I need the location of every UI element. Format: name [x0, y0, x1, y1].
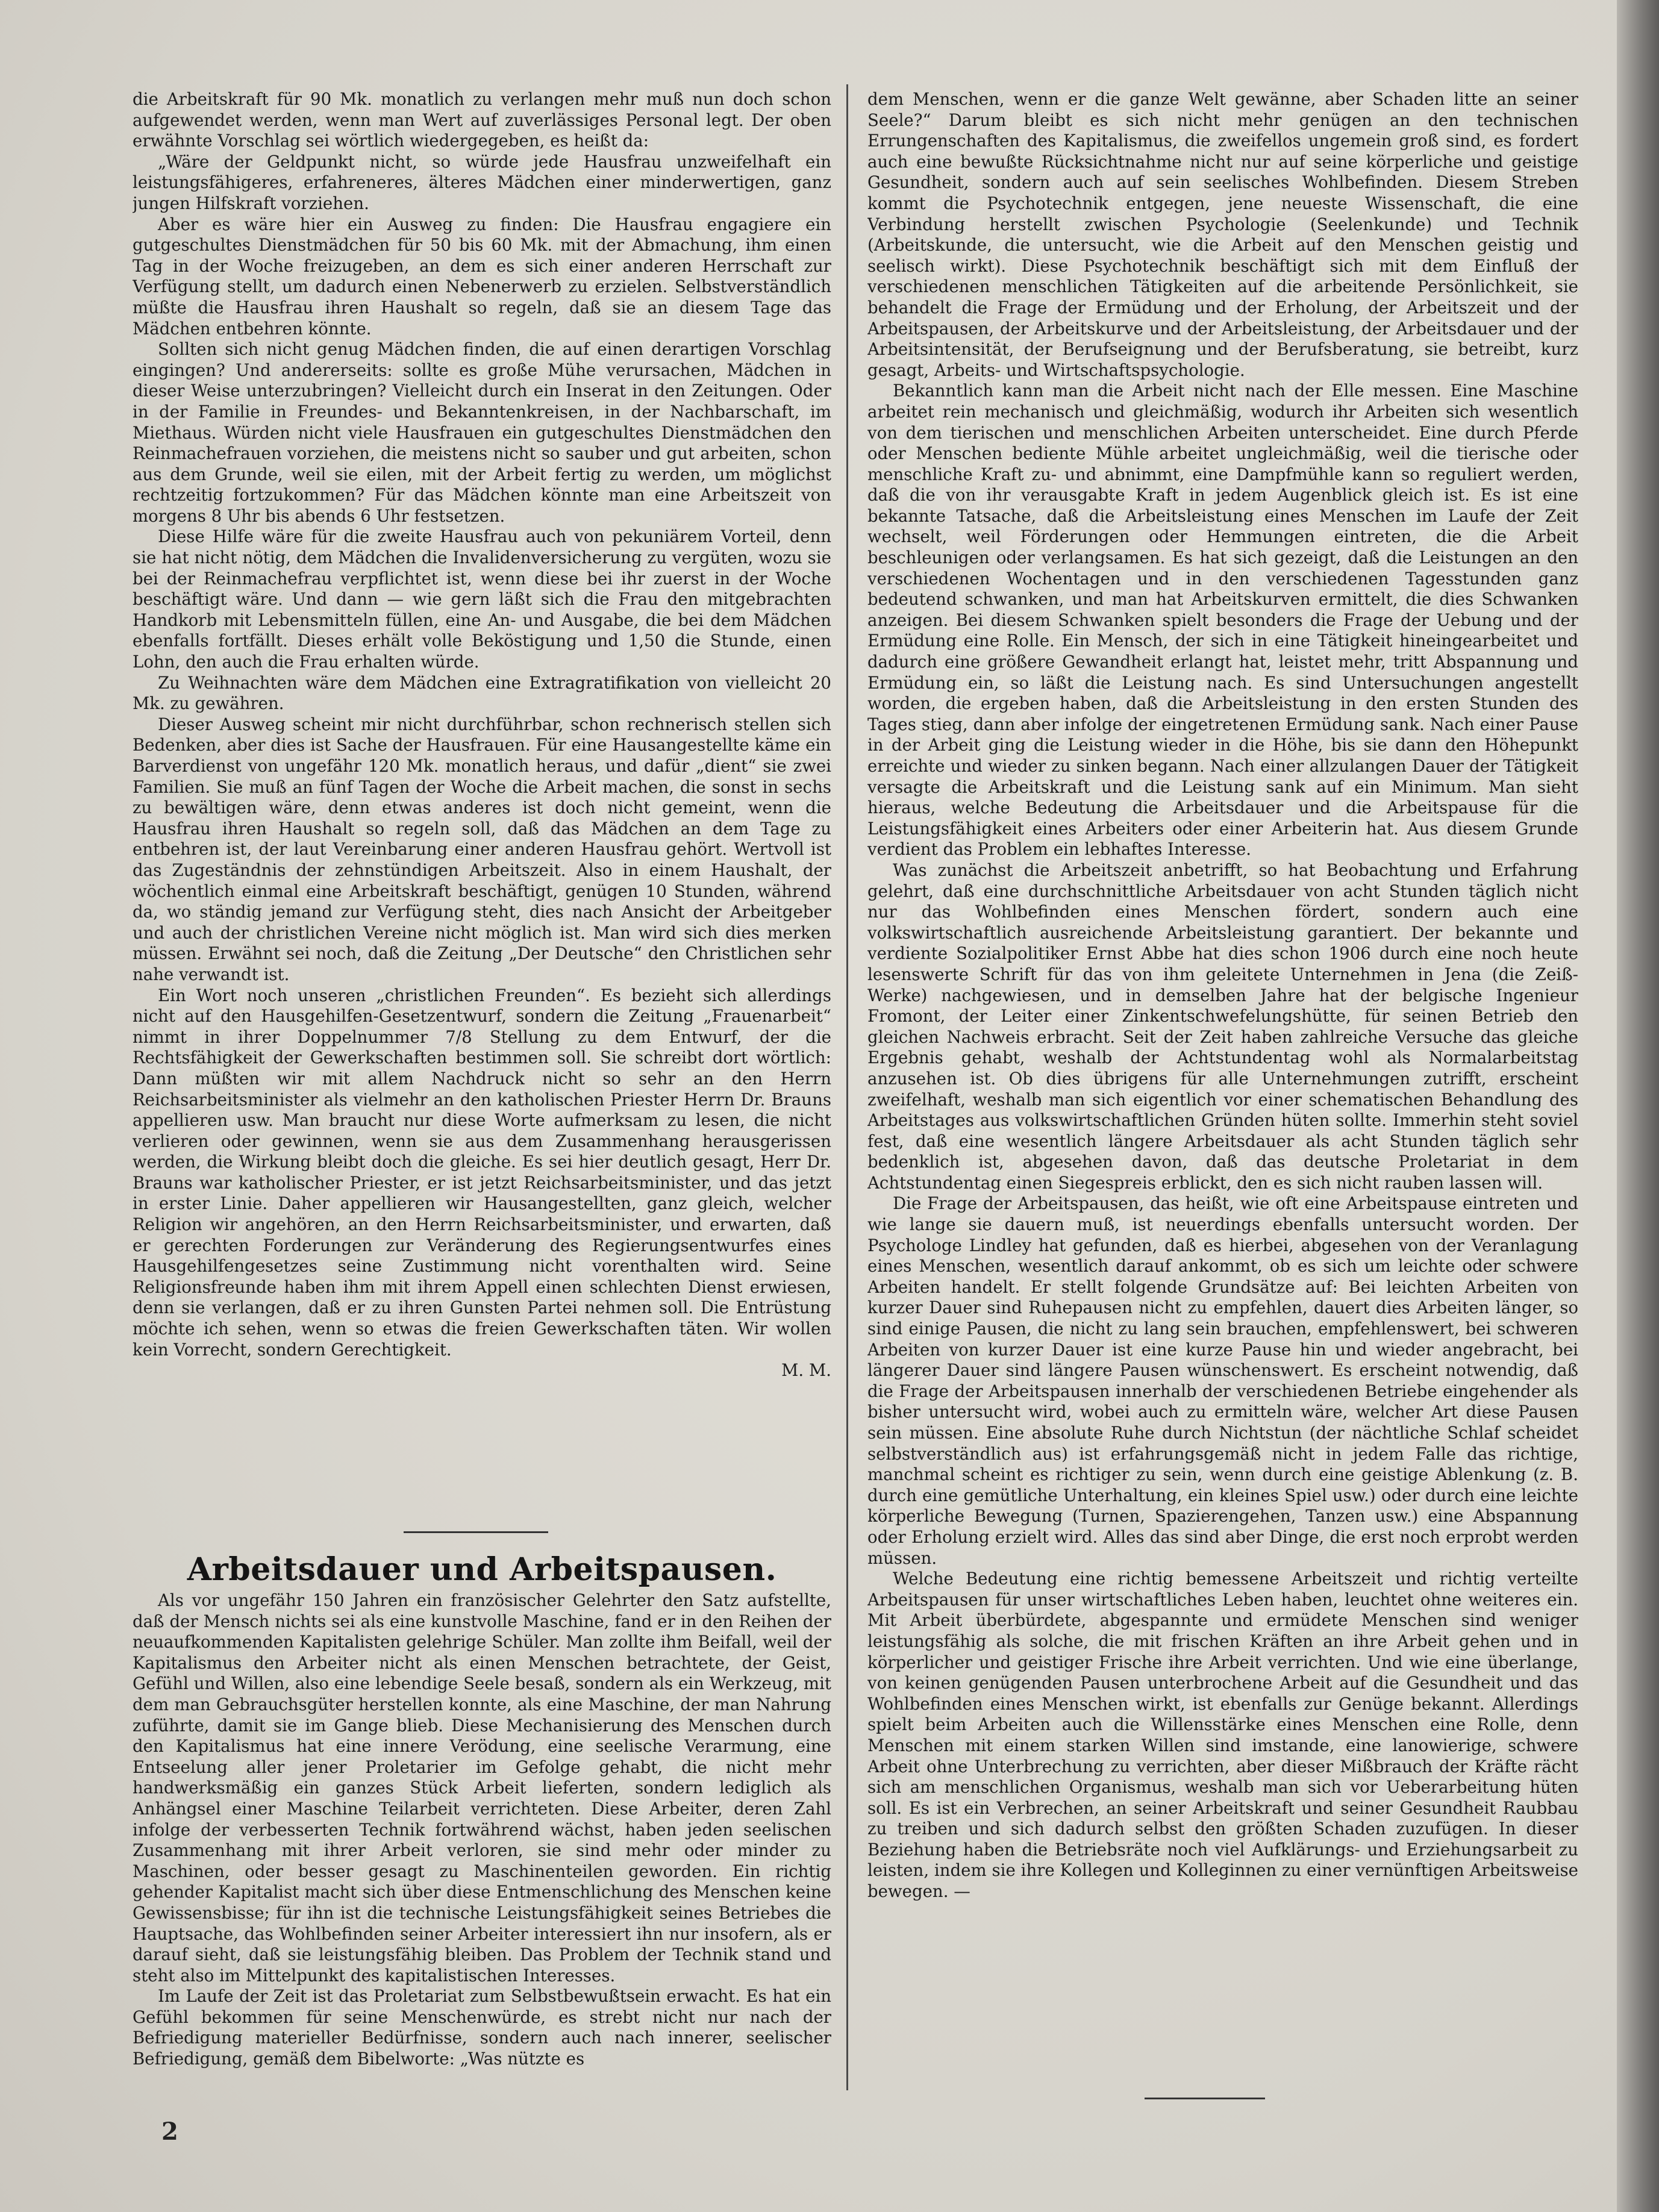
paragraph: „Wäre der Geldpunkt nicht, so würde jede Hausfrau unzweifelhaft ein leistungsfähigeres, erfahreneres, älteres Mädchen einer minderwertigen, ganz jungen Hilfskraft vorziehen. — [133, 151, 831, 213]
paragraph: Die Frage der Arbeitspausen, das heißt, wie oft eine Arbeitspause eintreten und wie lange sie dauern muß, ist neuerdings ebenfalls untersucht worden. Der Psychologe Lindley hat gefunden, daß es hierbei, abgesehen von der Veranlagung eines Menschen, wesentlich darauf ankommt, ob es sich um leichte oder schwere Arbeiten handelt. Er stellt folgende Grundsätze auf: Bei leichten Arbeiten von kurzer Dauer sind Ruhepausen nicht zu empfehlen, dauert dies Arbeiten länger, so sind einige Pausen, die nicht zu lang sein brauchen, empfehlenswert, bei schweren Arbeiten von kurzer Dauer ist eine kurze Pause hin und wieder angebracht, bei längerer Dauer sind längere Pausen wünschenswert. Es erscheint notwendig, daß die Frage der Arbeitspausen innerhalb der verschiedenen Betriebe eingehender als bisher untersucht wird, wobei auch zu ermitteln wäre, welcher Art diese Pausen sein müssen. Eine absolute Ruhe durch Nichtstun (der nächtliche Schlaf scheidet selbstverständlich aus) ist erfahrungsgemäß nicht in jedem Falle das richtige, manchmal scheint es richtiger zu sein, wenn durch eine geistige Ablenkung (z. B. durch eine gemütliche Unterhaltung, ein kleines Spiel usw.) oder durch eine leichte körperliche Bewegung (Turnen, Spazierengehen, Tanzen usw.) eine Abspannung oder Erholung erzielt wird. Alles das sind aber Dinge, die erst noch erprobt werden müssen. — [867, 1193, 1578, 1568]
article-body-left — [133, 1590, 831, 2108]
paragraph: Dieser Ausweg scheint mir nicht durchführbar, schon rechnerisch stellen sich Bedenken, aber dies ist Sache der Hausfrauen. Für eine Hausangestellte käme ein Barverdienst von ungefähr 120 Mk. monatlich heraus, und dafür „dient“ sie zwei Familien. Sie muß an fünf Tagen der Woche die Arbeit machen, die sonst in sechs zu bewältigen wäre, denn etwas anderes ist doch nicht gemeint, wenn die Hausfrau ihren Haushalt so regeln soll, daß das Mädchen an dem Tage zu entbehren ist, der laut Vereinbarung einer anderen Hausfrau gehört. Wertvoll ist das Zugeständnis der zehnstündigen Arbeitszeit. Also in einem Haushalt, der wöchentlich einmal eine Arbeitskraft beschäftigt, genügen 10 Stunden, während da, wo ständig jemand zur Verfügung steht, dies nach Ansicht der Arbeitgeber und auch der christlichen Vereine nicht möglich ist. Man wird sich dies merken müssen. Erwähnt sei noch, daß die Zeitung „Der Deutsche“ den Christlichen sehr nahe verwandt ist. — [133, 714, 831, 984]
paragraph: Im Laufe der Zeit ist das Proletariat zum Selbstbewußtsein erwacht. Es hat ein Gefühl bekommen für seine Menschenwürde, es strebt nicht nur nach der Befriedigung materieller Bedürfnisse, sondern auch nach innerer, seelischer Befriedigung, gemäß dem Bibelworte: „Was nützte es — [133, 1986, 831, 2069]
page-number: 2 — [161, 2117, 178, 2146]
paragraph: Ein Wort noch unseren „christlichen Freunden“. Es bezieht sich allerdings nicht auf den Hausgehilfen-Gesetzentwurf, sondern die Zeitung „Frauenarbeit“ nimmt in ihrer Doppelnummer 7/8 Stellung zu dem Entwurf, der die Rechtsfähigkeit der Gewerkschaften bestimmen soll. Sie schreibt dort wörtlich: Dann müßten wir mit allem Nachdruck nicht so sehr an den Herrn Reichsarbeitsminister als vielmehr an den katholischen Priester Herrn Dr. Brauns appellieren usw. Man braucht nur diese Worte aufmerksam zu lesen, die nicht verlieren oder gewinnen, wenn sie aus dem Zusammenhang herausgerissen werden, die Wirkung bleibt doch die gleiche. Es sei hier deutlich gesagt, Herr Dr. Brauns war katholischer Priester, er ist jetzt Reichsarbeitsminister, und das jetzt in erster Linie. Daher appellieren wir Hausangestellten, ganz gleich, welcher Religion wir angehören, an den Herrn Reichsarbeitsminister, und erwarten, daß er gerechten Forderungen zur Veränderung des Regierungsentwurfes eines Hausgehilfengesetzes seine Zustimmung nicht vorenthalten wird. Seine Religionsfreunde haben ihm mit ihrem Appell einen schlechten Dienst erwiesen, denn sie verlangen, daß er zu ihren Gunsten Partei nehmen soll. Die Entrüstung möchte ich sehen, wenn so etwas die freien Gewerkschaften täten. Wir wollen kein Vorrecht, sondern Gerechtigkeit. — [133, 985, 831, 1360]
article-paragraphs — [133, 1590, 831, 2070]
paragraph: Welche Bedeutung eine richtig bemessene Arbeitszeit und richtig verteilte Arbeitspausen für unser wirtschaftliches Leben haben, leuchtet ohne weiteres ein. Mit Arbeit überbürdete, abgespannte und ermüdete Menschen sind weniger leistungsfähig als solche, die mit frischen Kräften an ihre Arbeit gehen und in körperlicher und geistiger Frische ihre Arbeit verrichten. Und wie eine überlange, von keinen genügenden Pausen unterbrochene Arbeit auf die Gesundheit und das Wohlbefinden eines Menschen wirkt, ist ebenfalls zur Genüge bekannt. Allerdings spielt beim Arbeiten auch die Willensstärke eines Menschen eine Rolle, denn Menschen mit einem starken Willen sind imstande, eine lanowierige, schwere Arbeit ohne Unterbrechung zu verrichten, aber dieser Mißbrauch der Kräfte rächt sich am menschlichen Organismus, weshalb man sich vor Ueberarbeitung hüten soll. Es ist ein Verbrechen, an seiner Arbeitskraft und seiner Gesundheit Raubbau zu treiben und sich dadurch selbst den größten Schaden zuzufügen. In dieser Beziehung haben die Betriebsräte noch viel Aufklärungs- und Erziehungsarbeit zu leisten, indem sie ihre Kollegen und Kolleginnen zu einer vernünftigen Arbeitsweise bewegen. — — [867, 1569, 1578, 1902]
paragraph: die Arbeitskraft für 90 Mk. monatlich zu verlangen mehr muß nun doch schon aufgewendet werden, wenn man Wert auf zuverlässiges Personal legt. Der oben erwähnte Vorschlag sei wörtlich wiedergegeben, es heißt da: — [133, 89, 831, 151]
paragraph: Was zunächst die Arbeitszeit anbetrifft, so hat Beobachtung und Erfahrung gelehrt, daß eine durchschnittliche Arbeitsdauer von acht Stunden täglich nicht nur das Wohlbefinden eines Menschen fördert, sondern auch eine volkswirtschaftlich ausreichende Arbeitsleistung garantiert. Der bekannte und verdiente Sozialpolitiker Ernst Abbe hat dies schon 1906 durch eine noch heute lesenswerte Schrift für das von ihm geleitete Unternehmen in Jena (die Zeiß-Werke) nachgewiesen, und in demselben Jahre hat der belgische Ingenieur Fromont, der Leiter einer Zinkentschwefelungshütte, für seinen Betrieb den gleichen Nachweis erbracht. Seit der Zeit haben zahlreiche Versuche das gleiche Ergebnis gehabt, weshalb der Achtstundentag wohl als Normalarbeitstag anzusehen ist. Ob dies übrigens für alle Unternehmungen zutrifft, erscheint zweifelhaft, weshalb man sich eigentlich vor einer schematischen Behandlung des Arbeitstages aus volkswirtschaftlichen Gründen hüten sollte. Immerhin steht soviel fest, daß eine wesentlich längere Arbeitsdauer als acht Stunden täglich sehr bedenklich ist, abgesehen davon, daß das deutsche Proletariat in dem Achtstundentag einen Siegespreis erblickt, den es sich nicht rauben lassen will. — [867, 860, 1578, 1193]
paragraph: Bekanntlich kann man die Arbeit nicht nach der Elle messen. Eine Maschine arbeitet rein mechanisch und gleichmäßig, wodurch ihr Arbeiten sich wesentlich von dem tierischen und menschlichen Arbeiten unterscheidet. Eine durch Pferde oder Menschen bediente Mühle arbeitet ungleichmäßig, weil die tierische oder menschliche Kraft zu- und abnimmt, eine Dampfmühle kann so reguliert werden, daß die von ihr verausgabte Kraft in jedem Augenblick gleich ist. Es ist eine bekannte Tatsache, daß die Arbeitsleistung eines Menschen im Laufe der Zeit wechselt, weil Förderungen oder Hemmungen eintreten, die die Arbeit beschleunigen oder verlangsamen. Es hat sich gezeigt, daß die Leistungen an den verschiedenen Wochentagen und in den verschiedenen Tagesstunden ganz bedeutend schwanken, und man hat Arbeitskurven ermittelt, die dies Schwanken anzeigen. Bei diesem Schwanken spielt besonders die Frage der Uebung und der Ermüdung eine Rolle. Ein Mensch, der sich in eine Tätigkeit hineingearbeitet und dadurch eine größere Gewandheit erlangt hat, leistet mehr, tritt Abspannung und Ermüdung ein, so läßt die Leistung nach. Es sind Untersuchungen angestellt worden, die ergeben haben, daß die Arbeitsleistung in den ersten Stunden des Tages stieg, dann aber infolge der eingetretenen Ermüdung sank. Nach einer Pause in der Arbeit ging die Leistung wieder in die Höhe, bis sie dann den Höhepunkt erreichte und wieder zu sinken begann. Nach einer allzulangen Dauer der Tätigkeit versagte die Arbeitskraft und die Leistung sank auf ein Minimum. Man sieht hieraus, welche Bedeutung die Arbeitsdauer und die Arbeitspause für die Leistungsfähigkeit eines Arbeiters oder einer Arbeiterin hat. Aus diesem Grunde verdient das Problem ein lebhaftes Interesse. — [867, 381, 1578, 860]
article-end-rule — [1145, 2098, 1265, 2099]
paragraph: Aber es wäre hier ein Ausweg zu finden: Die Hausfrau engagiere ein gutgeschultes Dienstmädchen für 50 bis 60 Mk. mit der Abmachung, ihm einen Tag in der Woche freizugeben, an dem es sich einer anderen Herrschaft zur Verfügung stellt, um dadurch einen Nebenerwerb zu erzielen. Selbstverständlich müßte die Hausfrau ihren Haushalt so regeln, daß sie an diesem Tage das Mädchen entbehren könnte. — [133, 214, 831, 339]
paragraph: Diese Hilfe wäre für die zweite Hausfrau auch von pekuniärem Vorteil, denn sie hat nicht nötig, dem Mädchen die Invalidenversicherung zu vergüten, wozu sie bei der Reinmachefrau verpflichtet ist, wenn diese bei ihr zuerst in der Woche beschäftigt wäre. Und dann — wie gern läßt sich die Frau den mitgebrachten Handkorb mit Lebensmitteln füllen, eine An- und Ausgabe, die bei dem Mädchen ebenfalls fortfällt. Dieses erhält volle Beköstigung und 1,50 die Stunde, einen Lohn, den auch die Frau erhalten würde. — [133, 526, 831, 672]
paragraph: dem Menschen, wenn er die ganze Welt gewänne, aber Schaden litte an seiner Seele?“ Darum bleibt es sich nicht mehr genügen an den technischen Errungenschaften des Kapitalismus, die zweifellos ungemein groß sind, es fordert auch eine bewußte Rücksichtnahme nicht nur auf seine körperliche und geistige Gesundheit, sondern auch auf sein seelisches Wohlbefinden. Diesem Streben kommt die Psychotechnik entgegen, jene neueste Wissenschaft, die eine Verbindung herstellt zwischen Psychologie (Seelenkunde) und Technik (Arbeitskunde, die untersucht, wie die Arbeit auf den Menschen geistig und seelisch wirkt). Diese Psychotechnik beschäftigt sich mit dem Einfluß der verschiedenen menschlichen Tätigkeiten auf die arbeitende Persönlichkeit, sie behandelt die Frage der Ermüdung und der Erholung, der Arbeitszeit und der Arbeitspausen, der Arbeitskurve und der Arbeitsleistung, der Arbeitsdauer und der Arbeitsintensität, der Berufseignung und der Berufsberatung, sie betreibt, kurz gesagt, Arbeits- und Wirtschaftspsychologie. — [867, 89, 1578, 380]
article-headline: Arbeitsdauer und Arbeitspausen. — [187, 1551, 777, 1588]
page-shadow-edge — [1617, 0, 1659, 2212]
left-signature: M. M. — [781, 1360, 831, 1381]
column-divider — [846, 84, 848, 2090]
left-column-paragraphs — [133, 89, 831, 1360]
right-column-paragraphs — [867, 89, 1578, 1902]
article-separator-left — [404, 1531, 548, 1533]
paragraph: Sollten sich nicht genug Mädchen finden, die auf einen derartigen Vorschlag eingingen? Und andererseits: sollte es große Mühe verursachen, Mädchen in dieser Weise unterzubringen? Vielleicht durch ein Inserat in den Zeitungen. Oder in der Familie in Freundes- und Bekanntenkreisen, in der Nachbarschaft, im Miethaus. Würden nicht viele Hausfrauen ein gutgeschultes Dienstmädchen den Reinmachefrauen vorziehen, die meistens nicht so sauber und gut arbeiten, schon aus dem Grunde, weil sie eilen, mit der Arbeit fertig zu werden, um möglichst rechtzeitig fortzukommen? Für das Mädchen könnte man eine Arbeitszeit von morgens 8 Uhr bis abends 6 Uhr festsetzen. — [133, 339, 831, 526]
right-column — [867, 89, 1578, 2071]
paragraph: Als vor ungefähr 150 Jahren ein französischer Gelehrter den Satz aufstellte, daß der Mensch nichts sei als eine kunstvolle Maschine, fand er in den Reihen der neuaufkommenden Kapitalisten gelehrige Schüler. Man zollte ihm Beifall, weil der Kapitalismus den Arbeiter nicht als einen Menschen betrachtete, der Geist, Gefühl und Willen, also eine lebendige Seele besaß, sondern als ein Werkzeug, mit dem man Gebrauchsgüter herstellen konnte, als eine Maschine, der man Nahrung zuführte, damit sie im Gange blieb. Diese Mechanisierung des Menschen durch den Kapitalismus hat eine innere Verödung, eine seelische Verarmung, eine Entseelung aller jener Proletarier im Gefolge gehabt, die nicht mehr handwerksmäßig ein ganzes Stück Arbeit lieferten, sondern lediglich als Anhängsel einer Maschine Teilarbeit verrichteten. Diese Arbeiter, deren Zahl infolge der verbesserten Technik fortwährend wächst, haben jeden seelischen Zusammenhang mit ihrer Arbeit verloren, sie sind mehr oder minder zu Maschinen, oder besser gesagt zu Maschinenteilen geworden. Ein richtig gehender Kapitalist macht sich über diese Entmenschlichung des Menschen keine Gewissensbisse; für ihn ist die technische Leistungsfähigkeit seines Betriebes die Hauptsache, das Wohlbefinden seiner Arbeiter interessiert ihn nur insofern, als er darauf sieht, daß sie leistungsfähig bleiben. Das Problem der Technik stand und steht also im Mittelpunkt des kapitalistischen Interesses. — [133, 1590, 831, 1985]
paragraph: Zu Weihnachten wäre dem Mädchen eine Extragratifikation von vielleicht 20 Mk. zu gewähren. — [133, 672, 831, 714]
